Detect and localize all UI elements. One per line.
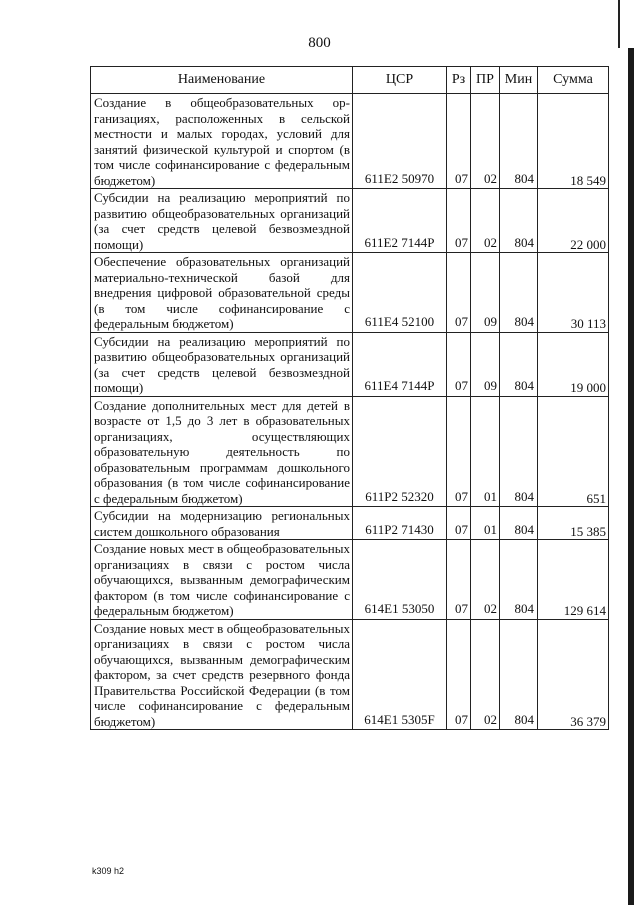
table-row <box>91 540 609 620</box>
row-pr: 09 <box>471 332 500 396</box>
table-row <box>91 189 609 253</box>
row-csr: 614E1 5305F <box>353 619 447 730</box>
row-min: 804 <box>500 332 538 396</box>
header-csr: ЦСР <box>353 67 447 94</box>
row-name: Создание дополнительных мест для детей в возрасте от 1,5 до 3 лет в образовательных организациях, осуществляющих образовательную деятельность по образовательным программам дошкольного образования (в том числе софинансирование с федеральным бюджетом) <box>91 396 353 507</box>
row-rz: 07 <box>447 189 471 253</box>
row-sum: 19 000 <box>538 332 609 396</box>
header-rz: Рз <box>447 67 471 94</box>
header-sum: Сумма <box>538 67 609 94</box>
row-min: 804 <box>500 189 538 253</box>
row-sum: 651 <box>538 396 609 507</box>
row-rz: 07 <box>447 253 471 333</box>
row-rz: 07 <box>447 540 471 620</box>
table-row <box>91 94 609 189</box>
row-pr: 09 <box>471 253 500 333</box>
row-pr: 02 <box>471 619 500 730</box>
table-header-row <box>91 67 609 94</box>
row-csr: 611E4 52100 <box>353 253 447 333</box>
row-csr: 611E4 7144P <box>353 332 447 396</box>
row-sum: 36 379 <box>538 619 609 730</box>
page-number: 800 <box>308 35 331 51</box>
table-row <box>91 507 609 540</box>
row-name: Обеспечение образовательных организаций материально-технической базой для внедрения цифровой образовательной среды (в том числе софинансирование с федеральным бюджетом) <box>91 253 353 333</box>
row-sum: 15 385 <box>538 507 609 540</box>
table-row <box>91 253 609 333</box>
row-pr: 01 <box>471 396 500 507</box>
row-csr: 614E1 53050 <box>353 540 447 620</box>
table-row <box>91 332 609 396</box>
row-sum: 22 000 <box>538 189 609 253</box>
row-sum: 30 113 <box>538 253 609 333</box>
row-sum: 129 614 <box>538 540 609 620</box>
row-rz: 07 <box>447 396 471 507</box>
row-name: Субсидии на модернизацию региональных систем дошкольного образования <box>91 507 353 540</box>
row-pr: 02 <box>471 540 500 620</box>
row-rz: 07 <box>447 507 471 540</box>
row-rz: 07 <box>447 94 471 189</box>
row-pr: 02 <box>471 94 500 189</box>
row-rz: 07 <box>447 332 471 396</box>
row-min: 804 <box>500 396 538 507</box>
row-pr: 02 <box>471 189 500 253</box>
row-min: 804 <box>500 253 538 333</box>
header-pr: ПР <box>471 67 500 94</box>
row-name: Создание новых мест в общеобразовательных организациях в связи с ростом числа обучающихся, вызванным демографическим фактором, за счет средств резервного фонда Правительства Российской Федерации (в том числе софинансирование с федеральным бюджетом) <box>91 619 353 730</box>
row-name: Субсидии на реализацию мероприятий по развитию общеобразовательных организаций (за счет средств целевой безвозмездной помощи) <box>91 332 353 396</box>
scan-edge-right <box>628 48 634 905</box>
row-csr: 611E2 7144P <box>353 189 447 253</box>
row-min: 804 <box>500 619 538 730</box>
row-name: Создание в общеобразовательных организациях, расположенных в сельской местности и малых городах, условий для занятий физической культурой и спортом (в том числе софинансирование с федеральным бюджетом) <box>91 94 353 189</box>
row-csr: 611P2 71430 <box>353 507 447 540</box>
row-pr: 01 <box>471 507 500 540</box>
row-min: 804 <box>500 540 538 620</box>
row-min: 804 <box>500 507 538 540</box>
row-sum: 18 549 <box>538 94 609 189</box>
table-row <box>91 619 609 730</box>
footer-code: k309 h2 <box>92 866 125 876</box>
row-name: Субсидии на реализацию мероприятий по развитию общеобразовательных организаций (за счет средств целевой безвозмездной помощи) <box>91 189 353 253</box>
header-name: Наименование <box>91 67 353 94</box>
row-min: 804 <box>500 94 538 189</box>
table-row <box>91 396 609 507</box>
row-rz: 07 <box>447 619 471 730</box>
row-name: Создание новых мест в общеобразовательных организациях в связи с ростом числа обучающихся, вызванным демографическим фактором (в том числе софинансирование с федеральным бюджетом) <box>91 540 353 620</box>
row-csr: 611P2 52320 <box>353 396 447 507</box>
header-min: Мин <box>500 67 538 94</box>
row-csr: 611E2 50970 <box>353 94 447 189</box>
budget-table <box>90 66 609 730</box>
